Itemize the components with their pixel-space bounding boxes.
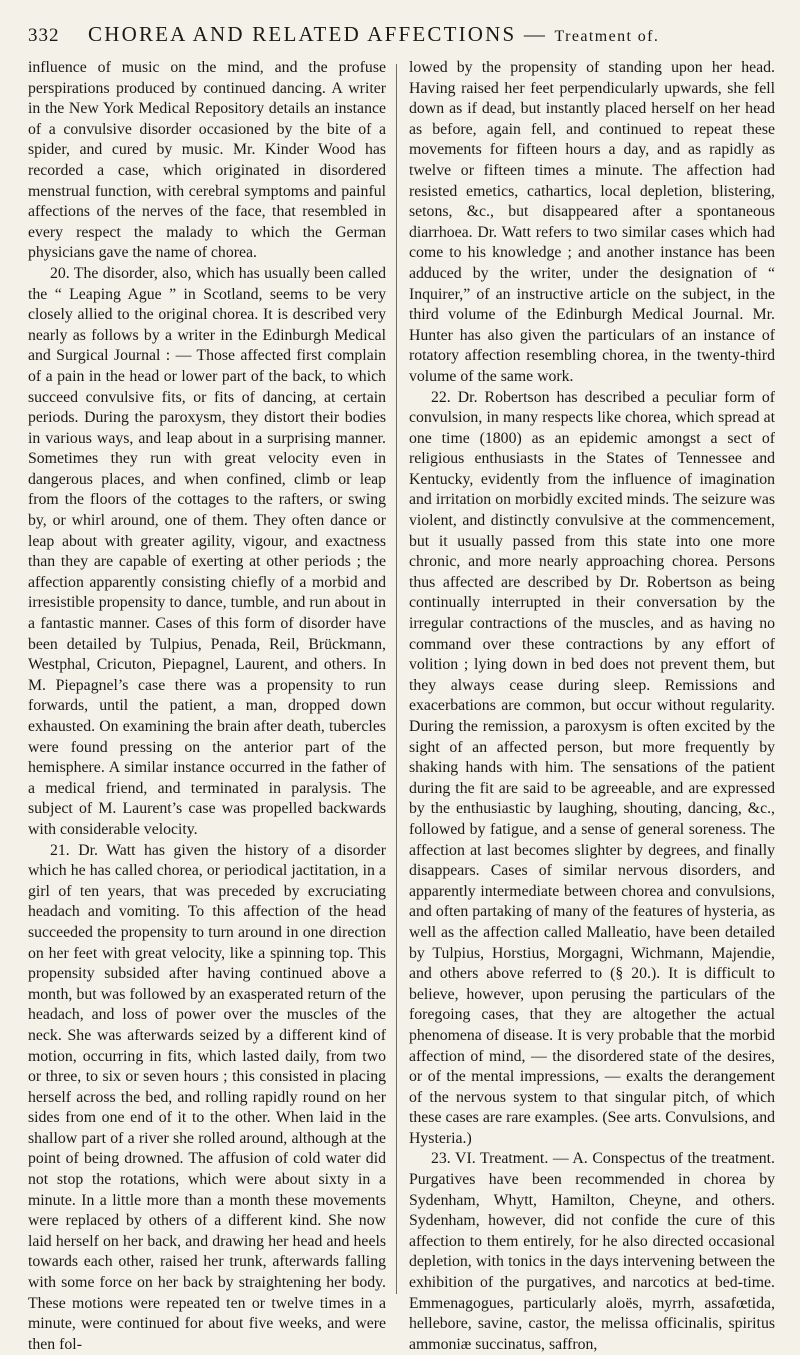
paragraph-section-20: 20. The disorder, also, which has usually been called the “ Leaping Ague ” in Scotland, seems to be very closely allied to the original chorea. It is described very nearly as follows by a writer in the Edinburgh Medical and Surgical Journal : — Those affected first complain of a pain in the head or lower part of the back, to which succeed convulsive fits, or fits of dancing, at certain periods. During the paroxysm, they distort their bodies in various ways, and leap about in a surprising manner. Sometimes they run with great velocity even in dangerous places, and when confined, climb or leap from the floors of the cottages to the rafters, or swing by, or whirl around, one of them. They often dance or leap about with greater agility, vigour, and exactness than they are capable of exerting at other periods ; the affection apparently consisting chiefly of a morbid and irresistible propensity to dance, tumble, and run about in a fantastic manner. Cases of this form of disorder have been detailed by Tulpius, Penada, Reil, Brückmann, Westphal, Cricuton, Piepagnel, Laurent, and others. In M. Piepagnel’s case there was a propensity to run forwards, until the patient, a man, dropped down exhausted. On examining the brain after death, tubercles were found pressing on the anterior part of the hemisphere. A similar instance occurred in the father of a medical friend, and terminated in paralysis. The subject of M. Laurent’s case was propelled backwards with considerable velocity. bbox=[28, 264, 386, 838]
left-column bbox=[28, 58, 386, 1355]
running-header bbox=[28, 22, 786, 60]
right-column bbox=[409, 58, 775, 1355]
paragraph-section-21: 21. Dr. Watt has given the history of a disorder which he has called chorea, or periodical jactitation, in a girl of ten years, that was preceded by excruciating headach and vomiting. To this affection of the head succeeded the propensity to turn around in one direction on her feet with great velocity, like a spinning top. This propensity subsided after having continued above a month, but was followed by an exasperated return of the headach, and loss of power over the muscles of the neck. She was afterwards seized by a different kind of motion, occurring in fits, which lasted daily, from two or three, to six or seven hours ; this consisted in placing herself across the bed, and rolling rapidly round on her sides from one end of it to the other. When laid in the shallow part of a river she rolled around, although at the point of being drowned. The affusion of cold water did not stop the rotations, which were about sixty in a minute. In a little more than a month these movements were replaced by others of a different kind. She now laid herself on her back, and drawing her head and heels towards each other, raised her trunk, afterwards falling with some force on her back by straightening her body. These motions were repeated ten or twelve times in a minute, were continued for about five weeks, and were then fol- bbox=[28, 841, 386, 1353]
running-title-main: CHOREA AND RELATED AFFECTIONS — bbox=[88, 22, 548, 46]
running-title-sub: Treatment of. bbox=[554, 28, 660, 45]
page-number: 332 bbox=[28, 25, 60, 46]
running-title bbox=[88, 22, 659, 47]
paragraph: influence of music on the mind, and the profuse perspirations produced by continued dancing. A writer in the New York Medical Repository details an instance of a convulsive disorder occasioned by the bite of a spider, and cured by music. Mr. Kinder Wood has recorded a case, which originated in disordered menstrual function, with cerebral symptoms and painful affections of the nerves of the face, that resembled in every respect the malady to which the German physicians gave the name of chorea. bbox=[28, 59, 386, 262]
paragraph: lowed by the propensity of standing upon her head. Having raised her feet perpendicularly upwards, she fell down as if dead, but instantly placed herself on her head as before, again fell, and continued to repeat these movements for fifteen hours a day, and as rapidly as twelve or fifteen times a minute. The affection had resisted emetics, cathartics, local depletion, blistering, setons, &c., but disappeared after a spontaneous diarrhoea. Dr. Watt refers to two similar cases which had come to his knowledge ; and another instance has been adduced by the writer, under the designation of “ Inquirer,” of an instructive article on the subject, in the third volume of the Edinburgh Medical Journal. Mr. Hunter has also given the particulars of an instance of rotatory affection resembling chorea, in the twenty-third volume of the same work. bbox=[409, 59, 775, 385]
paragraph-section-22: 22. Dr. Robertson has described a peculiar form of convulsion, in many respects like chorea, which spread at one time (1800) as an epidemic amongst a sect of religious enthusiasts in the States of Tennessee and Kentucky, evidently from the influence of imagination and irritation on morbidly excited minds. The seizure was violent, and distinctly convulsive at the commencement, but it usually passed from this state into one more chronic, and more nearly approaching chorea. Persons thus affected are described by Dr. Robertson as being continually interrupted in their conversation by the irregular contractions of the muscles, and as having no command over these contractions by any effort of volition ; lying down in bed does not prevent them, but they always cease during sleep. Remissions and exacerbations are common, but occur without regularity. During the remission, a paroxysm is often excited by the sight of an affected person, but more frequently by shaking hands with him. The sensations of the patient during the fit are said to be agreeable, and are expressed by the enthusiastic by laughing, shouting, dancing, &c., followed by fatigue, and a sense of general soreness. The affection at last becomes slighter by degrees, and finally disappears. Cases of similar nervous disorders, and apparently intermediate between chorea and convulsions, and often partaking of many of the features of hysteria, as well as the affection called Malleatio, have been detailed by Tulpius, Horstius, Morgagni, Wichmann, Majendie, and others above referred to (§ 20.). It is difficult to believe, however, upon perusing the particulars of the foregoing cases, that they are altogether the actual phenomena of disease. It is very probable that the morbid affection of mind, — the disordered state of the desires, or of the mental impressions, — exalts the derangement of the nervous system to that singular pitch, of which these cases are rare examples. (See arts. Convulsions, and Hysteria.) bbox=[409, 388, 775, 1147]
paragraph-section-23: 23. VI. Treatment. — A. Conspectus of the treatment. Purgatives have been recommended in chorea by Sydenham, Whytt, Hamilton, Cheyne, and others. Sydenham, however, did not confide the cure of this affection to them entirely, for he also directed occasional depletion, with tonics in the days intervening between the exhibition of the purgatives, and narcotics at bed-time. Emmenagogues, particularly aloës, myrrh, assafœtida, hellebore, savine, castor, the melissa officinalis, spiritus ammoniæ succinatus, saffron, bbox=[409, 1150, 775, 1353]
column-divider bbox=[396, 64, 397, 1294]
